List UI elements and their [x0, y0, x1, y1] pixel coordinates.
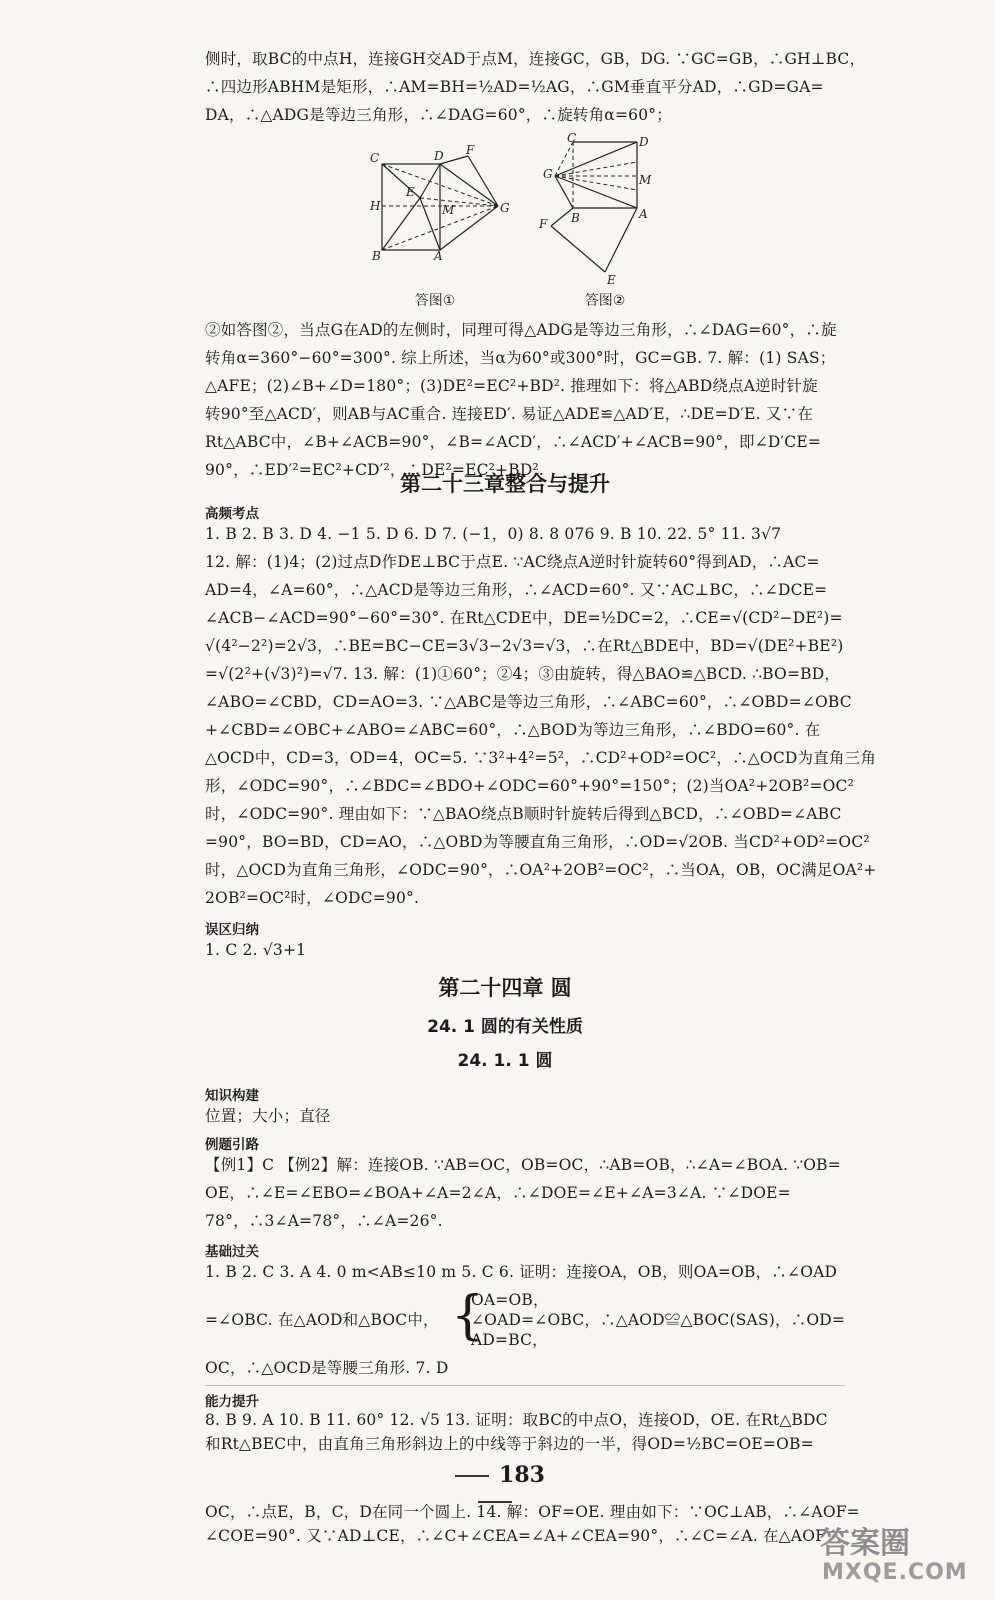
subsection-title: 24. 1. 1 圆: [457, 1051, 553, 1071]
high-frequency-answers: [205, 520, 877, 912]
text-line: 和Rt△BEC中，由直角三角形斜边上的中线等于斜边的一半，得OD=½BC=OE=OB=: [205, 1435, 814, 1453]
text-line: OC，∴点E，B，C，D在同一个圆上. 14. 解：OF=OE. 理由如下：∵OC⊥AB，∴∠AOF=: [205, 1503, 860, 1521]
section-label-example: 例题引路: [205, 1137, 259, 1153]
figure-label: A: [434, 249, 443, 263]
basic-answers-end: [205, 1354, 805, 1382]
answer-figure-1: [360, 143, 510, 270]
text-line: △AFE；(2)∠B+∠D=180°；(3)DE²=EC²+BD². 推理如下：将△ABD绕点A逆时针旋: [205, 377, 818, 395]
text-line: OC，∴△OCD是等腰三角形. 7. D: [205, 1359, 449, 1377]
text-line: 1. B 2. B 3. D 4. −1 5. D 6. D 7. (−1，0) 8. 8 076 9. B 10. 22. 5° 11. 3√7: [205, 525, 782, 543]
text-line: ∠ACB−∠ACD=90°−60°=30°. 在Rt△CDE中，DE=½DC=2，∴CE=√(CD²−DE²)=: [205, 609, 843, 627]
text-line: 78°，∴3∠A=78°，∴∠A=26°.: [205, 1212, 443, 1230]
text-line: 2OB²=OC²时，∠ODC=90°.: [205, 889, 420, 907]
brace-item: OA=OB，: [471, 1291, 549, 1309]
text-line: OE，∴∠E=∠EBO=∠BOA+∠A=2∠A，∴∠DOE=∠E+∠A=3∠A. ∵∠DOE=: [205, 1184, 791, 1202]
text-line: =∠OBC. 在△AOD和△BOC中，: [205, 1311, 439, 1329]
figure-label: C: [567, 131, 577, 145]
section-label-basic: 基础过关: [205, 1244, 259, 1260]
text-line: 1. B 2. C 3. A 4. 0 m<AB≤10 m 5. C 6. 证明：连接OA，OB，则OA=OB，∴∠OAD: [205, 1263, 838, 1281]
figure-label: M: [639, 173, 652, 187]
dash-decoration: [455, 1475, 489, 1477]
text-line: ∴四边形ABHM是矩形，∴AM=BH=½AD=½AG，∴GM垂直平分AD，∴GD=GA=: [205, 78, 824, 96]
text-line: 【例1】C 【例2】解：连接OB. ∵AB=OC，OB=OC，∴AB=OB，∴∠A=∠BOA. ∵OB=: [205, 1156, 841, 1174]
divider: [205, 1385, 845, 1386]
answer-figure-2: [525, 131, 655, 287]
basic-answers: [205, 1258, 838, 1286]
text-line: 时，△OCD为直角三角形，∠ODC=90°，∴OA²+2OB²=OC²，∴当OA，OB，OC满足OA²+: [205, 861, 877, 879]
text-line: ∠ABO=∠CBD，CD=AO=3. ∵△ABC是等边三角形，∴∠ABC=60°，∴∠OBD=∠OBC: [205, 693, 852, 711]
solution-paragraph: [205, 316, 837, 484]
brace-symbol: {: [451, 1286, 485, 1346]
text-line: =90°，BO=BD，CD=AO，∴△OBD为等腰直角三角形，∴OD=√2OB. 当CD²+OD²=OC²: [205, 833, 870, 851]
text-line: =√(2²+(√3)²)=√7. 13. 解：(1)①60°；②4；③由旋转，得△BAO≌△BCD. ∴BO=BD，: [205, 665, 841, 683]
watermark-url: MXQE.COM: [822, 1560, 968, 1585]
watermark-logo: 答案圈: [820, 1526, 910, 1561]
example-answers: [205, 1151, 841, 1235]
figure-label: M: [442, 203, 455, 217]
text-line: +∠CBD=∠OBC+∠ABO=∠ABC=60°，∴△BOD为等边三角形，∴∠BDO=60°. 在: [205, 721, 821, 739]
page-number-text: 183: [499, 1462, 545, 1488]
figure-label: F: [466, 143, 475, 157]
ability-answers: [205, 1408, 828, 1456]
text-line: 转角α=360°−60°=300°. 综上所述，当α为60°或300°时，GC=GB. 7. 解：(1) SAS；: [205, 349, 836, 367]
text-line: 12. 解：(1)4；(2)过点D作DE⊥BC于点E. ∵AC绕点A逆时针旋转60°得到AD，∴AC=: [205, 553, 820, 571]
ability-answers-continued: [205, 1500, 860, 1548]
knowledge-answers: [205, 1102, 805, 1130]
figure-label: D: [639, 135, 649, 149]
text-line: △OCD中，CD=3，OD=4，OC=5. ∵3²+4²=5²，∴CD²+OD²=OC²，∴△OCD为直角三角: [205, 749, 877, 767]
figure-1-caption: 答图①: [414, 293, 456, 309]
intro-paragraph: [205, 45, 866, 129]
chapter-24-title: 第二十四章 圆: [438, 976, 572, 1000]
text-line: 位置；大小；直径: [205, 1107, 331, 1125]
text-line: 90°，∴ED′²=EC²+CD′²，∴DE²=EC²+BD².: [205, 461, 545, 479]
chapter-23-title: 第二十三章整合与提升: [400, 472, 610, 496]
figure-label: E: [607, 273, 616, 287]
section-label-knowledge: 知识构建: [205, 1088, 259, 1104]
text-line: AD=4，∠A=60°，∴△ACD是等边三角形，∴∠ACD=60°. 又∵AC⊥BC，∴∠DCE=: [205, 581, 828, 599]
figure-label: F: [539, 217, 548, 231]
text-line: 形，∠ODC=90°，∴∠BDC=∠BDO+∠ODC=60°+90°=150°；(2)当OA²+2OB²=OC²: [205, 777, 855, 795]
figure-label: B: [571, 211, 580, 225]
figure-label: G: [500, 201, 510, 215]
figure-label: B: [372, 249, 381, 263]
section-label-ability: 能力提升: [205, 1394, 259, 1410]
brace-item: AD=BC，: [471, 1331, 548, 1349]
text-line: 侧时，取BC的中点H，连接GH交AD于点M，连接GC，GB，DG. ∵GC=GB，∴GH⊥BC，: [205, 50, 866, 68]
figure-label: E: [406, 185, 415, 199]
figure-2-caption: 答图②: [584, 293, 626, 309]
section-label-high: 高频考点: [205, 506, 259, 522]
section-title: 24. 1 圆的有关性质: [427, 1017, 583, 1037]
figure-label: C: [370, 151, 380, 165]
section-label-mistake: 误区归纳: [205, 922, 259, 938]
text-line: DA，∴△ADG是等边三角形，∴∠DAG=60°，∴旋转角α=60°；: [205, 106, 672, 124]
text-line: 8. B 9. A 10. B 11. 60° 12. √5 13. 证明：取BC的中点O，连接OD，OE. 在Rt△BDC: [205, 1411, 828, 1429]
figure-label: H: [370, 199, 381, 213]
text-line: 时，∠ODC=90°. 理由如下：∵△BAO绕点B顺时针旋转后得到△BCD，∴∠OBD=∠ABC: [205, 805, 842, 823]
figure-label: D: [434, 149, 444, 163]
text-line: ∠COE=90°. 又∵AD⊥CE，∴∠C+∠CEA=∠A+∠CEA=90°，∴∠C=∠A. 在△AOF: [205, 1527, 827, 1545]
mistake-answers: [205, 936, 805, 964]
text-line: Rt△ABC中，∠B+∠ACB=90°，∠B=∠ACD′，∴∠ACD′+∠ACB=90°，即∠D′CE=: [205, 433, 822, 451]
text-line: 1. C 2. √3+1: [205, 941, 307, 959]
text-line: 转90°至△ACD′，则AB与AC重合. 连接ED′. 易证△ADE≌△AD′E，∴DE=D′E. 又∵在: [205, 405, 814, 423]
text-line: √(4²−2²)=2√3，∴BE=BC−CE=3√3−2√3=√3，∴在Rt△BDE中，BD=√(DE²+BE²): [205, 637, 844, 655]
figure-label: A: [639, 207, 648, 221]
brace-item: ∠OAD=∠OBC，∴△AOD≌△BOC(SAS)，∴OD=: [471, 1311, 846, 1329]
figure-label: G: [543, 167, 553, 181]
text-line: ②如答图②，当点G在AD的左侧时，同理可得△ADG是等边三角形，∴∠DAG=60°，∴旋: [205, 321, 837, 339]
